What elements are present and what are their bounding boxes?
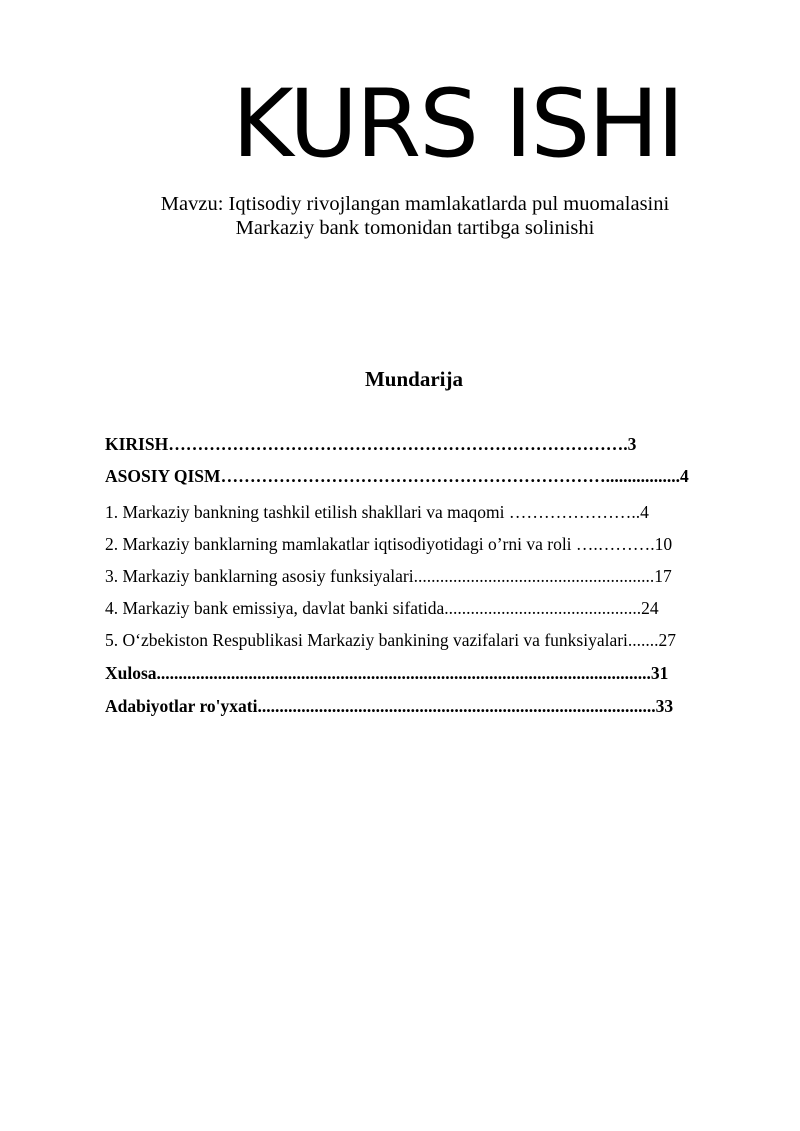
- toc-entry-page: 24: [641, 598, 659, 618]
- toc-entry-section-5: [105, 628, 721, 652]
- toc-entry-label: KIRISH: [105, 434, 169, 454]
- toc-entry-leader: .................................................................................................................: [156, 663, 651, 683]
- toc-entry-leader: ….……….: [575, 534, 655, 554]
- toc-entry-label: 3. Markaziy banklarning asosiy funksiyalari: [105, 566, 414, 586]
- toc-entry-section-1: [105, 500, 721, 524]
- toc-entry-page: 4: [679, 466, 689, 486]
- toc-entry-label: 4. Markaziy bank emissiya, davlat banki sifatida: [105, 598, 445, 618]
- toc-entry-label: 2. Markaziy banklarning mamlakatlar iqtisodiyotidagi o’rni va roli: [105, 534, 576, 554]
- toc-entry-leader: …………………..: [508, 502, 641, 522]
- toc-entry-page: 3: [627, 434, 637, 454]
- toc-entry-leader: …………………………………………………………………….: [168, 434, 628, 454]
- toc-entry-label: ASOSIY QISM: [105, 466, 221, 486]
- toc-entry-asosiy-qism: [105, 464, 721, 488]
- toc-entry-page: 27: [658, 630, 677, 650]
- document-title: KURS ISHI: [232, 70, 683, 179]
- toc-entry-section-3: [105, 564, 721, 588]
- toc-entry-leader: ………………………………………………………….................: [220, 466, 680, 486]
- toc-heading: Mundarija: [364, 367, 463, 391]
- subject-line-1: Mavzu: Iqtisodiy rivojlangan mamlakatlarda pul muomalasini: [160, 193, 670, 215]
- toc-entry-label: Adabiyotlar ro'yxati: [105, 696, 258, 716]
- toc-entry-leader: .............................................: [444, 598, 642, 618]
- toc-entry-kirish: [105, 432, 721, 456]
- toc-entry-leader: .......................................................: [413, 566, 655, 586]
- subject-line-2: Markaziy bank tomonidan tartibga solinishi: [235, 217, 595, 239]
- toc-entry-label: Xulosa: [105, 663, 157, 683]
- toc-entry-label: 1. Markaziy bankning tashkil etilish shakllari va maqomi: [105, 502, 509, 522]
- toc-entry-page: 31: [650, 663, 669, 683]
- toc-entry-section-2: [105, 532, 721, 556]
- toc-entry-page: 4: [640, 502, 649, 522]
- toc-entry-page: 17: [654, 566, 672, 586]
- toc-entry-leader: ...........................................................................................: [257, 696, 656, 716]
- toc-entry-xulosa: [105, 661, 721, 685]
- toc-entry-page: 10: [654, 534, 673, 554]
- toc-entry-section-4: [105, 596, 721, 620]
- toc-entry-label: 5. O‘zbekiston Respublikasi Markaziy bankining vazifalari va funksiyalari: [105, 630, 628, 650]
- toc-entry-page: 33: [655, 696, 674, 716]
- toc-entry-adabiyotlar: [105, 694, 721, 718]
- toc-entry-leader: .......: [627, 630, 659, 650]
